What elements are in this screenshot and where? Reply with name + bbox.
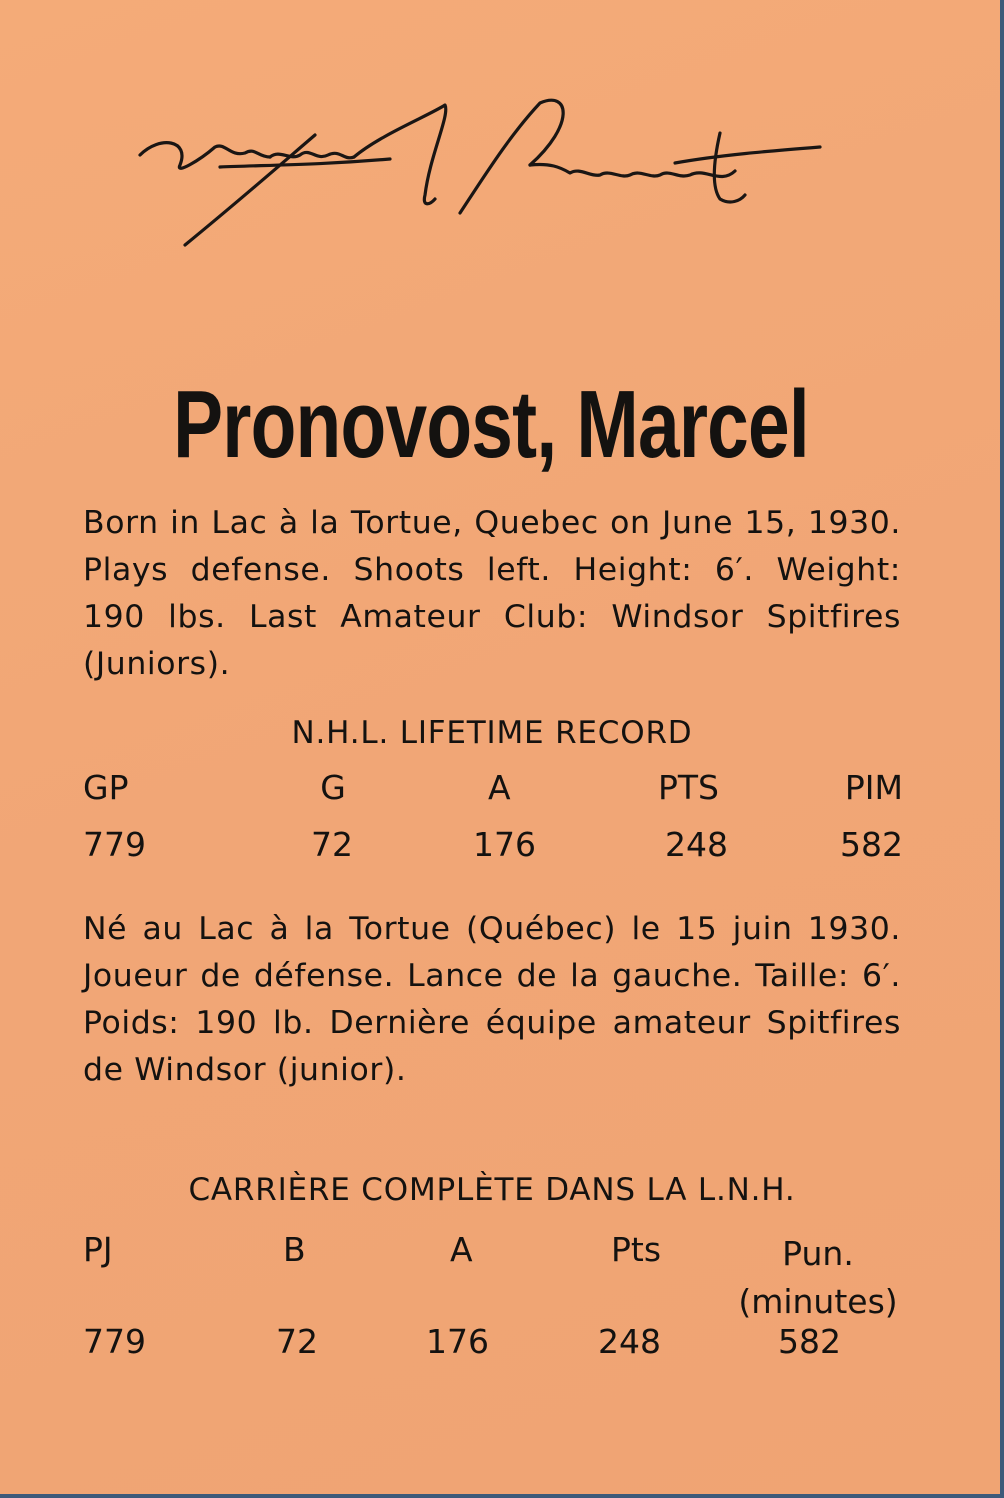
english-record-title: N.H.L. LIFETIME RECORD [291, 715, 693, 751]
stat-header-g: G [320, 768, 346, 807]
french-record-title: CARRIÈRE COMPLÈTE DANS LA L.N.H. [188, 1172, 796, 1208]
stat-header-pun-label: Pun. [782, 1234, 854, 1273]
stat-value-a: 176 [473, 825, 536, 864]
french-stat-values [83, 1322, 903, 1368]
autograph-signature [130, 95, 830, 265]
stat-header-pts: PTS [658, 768, 720, 807]
stat-header-a: A [488, 768, 511, 807]
stat-value-pun: 582 [778, 1322, 841, 1361]
stat-header-a-fr: A [450, 1230, 473, 1269]
stat-value-g: 72 [311, 825, 353, 864]
english-bio: Born in Lac à la Tortue, Quebec on June 15, 1930. Plays defense. Shoots left. Height: 6′. Weight: 190 lbs. Last Amateur Club: Windsor Spitfires (Juniors). [83, 505, 901, 682]
stat-header-pim: PIM [844, 768, 903, 807]
french-stat-headers [83, 1230, 903, 1321]
stat-header-pun [733, 1230, 903, 1326]
english-stat-values [83, 825, 903, 871]
stat-value-pts: 248 [665, 825, 728, 864]
stat-header-gp: GP [83, 768, 129, 807]
stat-header-pj: PJ [83, 1230, 113, 1269]
french-bio: Né au Lac à la Tortue (Québec) le 15 juin 1930. Joueur de défense. Lance de la gauche. Taille: 6′. Poids: 190 lb. Dernière équipe amateur Spitfires de Windsor (junior). [83, 911, 901, 1088]
player-name: Pronovost, Marcel [173, 371, 809, 478]
stat-header-b: B [283, 1230, 306, 1269]
stat-header-pts-fr: Pts [611, 1230, 662, 1269]
stat-value-gp: 779 [83, 825, 146, 864]
stat-value-a-fr: 176 [426, 1322, 489, 1361]
stat-value-pim: 582 [840, 825, 903, 864]
stat-header-pun-note: (minutes) [738, 1282, 898, 1321]
stat-value-b: 72 [276, 1322, 318, 1361]
stat-value-pts-fr: 248 [598, 1322, 661, 1361]
english-stat-headers [83, 768, 903, 814]
stat-value-pj: 779 [83, 1322, 146, 1361]
